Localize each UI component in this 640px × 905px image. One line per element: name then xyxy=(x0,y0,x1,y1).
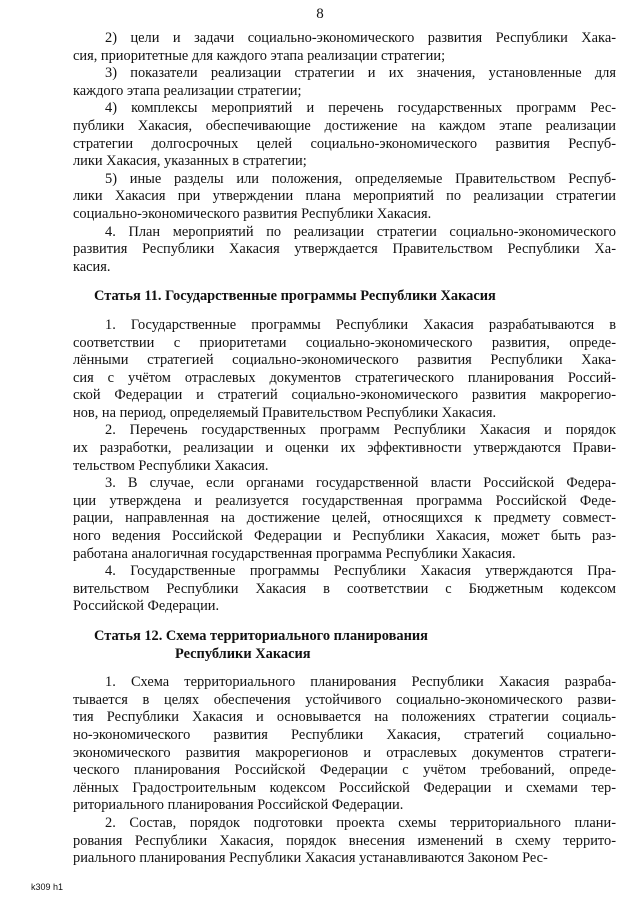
text-line: рации, направленная на достижение целей, относящихся к предмету совмест- xyxy=(73,510,616,527)
document-code: k309 h1 xyxy=(31,882,64,892)
text-line: экономического развития макрорегионов и отраслевых документов стратеги- xyxy=(73,744,616,761)
text-line: 1. Государственные программы Республики Хакасия разрабатываются в xyxy=(105,316,616,333)
text-line: стратегии долгосрочных целей социально-экономического развития Респуб- xyxy=(73,135,616,152)
page-number: 8 xyxy=(316,6,324,22)
text-line: 5) иные разделы или положения, определяемые Правительством Респуб- xyxy=(105,170,616,187)
text-line: лики Хакасия при утверждении плана мероприятий по реализации стратегии xyxy=(73,188,616,205)
text-line: 2. Перечень государственных программ Республики Хакасия и порядок xyxy=(105,422,616,439)
paragraph xyxy=(73,475,616,563)
text-line: риториального планирования Российской Федерации. xyxy=(73,797,404,814)
text-line: риального планирования Республики Хакасия устанавливаются Законом Рес- xyxy=(73,850,548,867)
text-line: работана аналогичная государственная программа Республики Хакасия. xyxy=(73,545,516,562)
text-line: лики Хакасия, указанных в стратегии; xyxy=(73,153,307,170)
text-line: 4. План мероприятий по реализации стратегии социально-экономического xyxy=(105,223,616,240)
text-line: ного ведения Российской Федерации и Республики Хакасия, может быть раз- xyxy=(73,528,616,545)
text-line: 4. Государственные программы Республики Хакасия утверждаются Пра- xyxy=(105,563,616,580)
article-12-heading-line1: Статья 12. Схема территориального планирования xyxy=(94,628,428,644)
paragraph xyxy=(73,563,616,616)
text-line: тия Республики Хакасия и основывается на положениях стратегии социаль- xyxy=(73,709,616,726)
article-12-heading xyxy=(73,628,616,663)
text-line: сия, приоритетные для каждого этапа реализации стратегии; xyxy=(73,47,446,64)
text-line: тывается в целях обеспечения устойчивого социально-экономического разви- xyxy=(73,691,616,708)
text-line: рования Республики Хакасия, порядок внесения изменений в схему террито- xyxy=(73,832,616,849)
strategy-plan-items xyxy=(73,30,616,276)
text-line: социально-экономического развития Республики Хакасия. xyxy=(73,205,432,222)
article-11-body xyxy=(73,317,616,616)
text-line: лённых Градостроительным кодексом Российской Федерации и схемами тер- xyxy=(73,779,616,796)
text-line: ческого планирования Российской Федерации с учётом требований, опреде- xyxy=(73,762,616,779)
article-11-heading: Статья 11. Государственные программы Республики Хакасия xyxy=(94,288,496,305)
text-line: 4) комплексы мероприятий и перечень государственных программ Рес- xyxy=(105,100,616,117)
text-line: каждого этапа реализации стратегии; xyxy=(73,82,302,99)
text-line: 1. Схема территориального планирования Республики Хакасия разраба- xyxy=(105,674,616,691)
text-line: их разработки, реализации и оценки их эффективности утверждаются Прави- xyxy=(73,440,616,457)
paragraph xyxy=(73,815,616,868)
text-line: вительством Республики Хакасия в соответствии с Бюджетным кодексом xyxy=(73,580,616,597)
text-line: сия с учётом отраслевых документов стратегического планирования Россий- xyxy=(73,369,616,386)
paragraph xyxy=(73,30,616,65)
article-12-heading-line2: Республики Хакасия xyxy=(175,645,311,662)
text-line: соответствии с приоритетами социально-экономического развития, опреде- xyxy=(73,334,616,351)
text-line: нов, на период, определяемый Правительством Республики Хакасия. xyxy=(73,404,497,421)
paragraph xyxy=(73,674,616,815)
paragraph xyxy=(73,422,616,475)
text-line: ции утверждена и реализуется государственная программа Российской Феде- xyxy=(73,492,616,509)
paragraph xyxy=(73,317,616,423)
paragraph xyxy=(73,100,616,170)
paragraph xyxy=(73,65,616,100)
text-line: ской Федерации и стратегий социально-экономического развития макрорегио- xyxy=(73,387,616,404)
text-line: 2) цели и задачи социально-экономического развития Республики Хака- xyxy=(105,30,616,46)
document-body xyxy=(73,30,616,868)
text-line: развития Республики Хакасия утверждается Правительством Республики Ха- xyxy=(73,241,616,258)
text-line: 3) показатели реализации стратегии и их значения, установленные для xyxy=(105,65,616,82)
text-line: лёнными стратегией социально-экономического развития Республики Хака- xyxy=(73,352,616,369)
text-line: 2. Состав, порядок подготовки проекта схемы территориального плани- xyxy=(105,814,616,831)
text-line: но-экономического развития Республики Хакасия, стратегий социально- xyxy=(73,726,616,743)
text-line: Российской Федерации. xyxy=(73,598,220,615)
text-line: публики Хакасия, обеспечивающие достижение на каждом этапе реализации xyxy=(73,117,616,134)
text-line: касия. xyxy=(73,258,111,275)
article-12-body xyxy=(73,674,616,868)
text-line: 3. В случае, если органами государственной власти Российской Федера- xyxy=(105,475,616,492)
text-line: тельством Республики Хакасия. xyxy=(73,457,269,474)
paragraph xyxy=(73,171,616,224)
paragraph xyxy=(73,224,616,277)
